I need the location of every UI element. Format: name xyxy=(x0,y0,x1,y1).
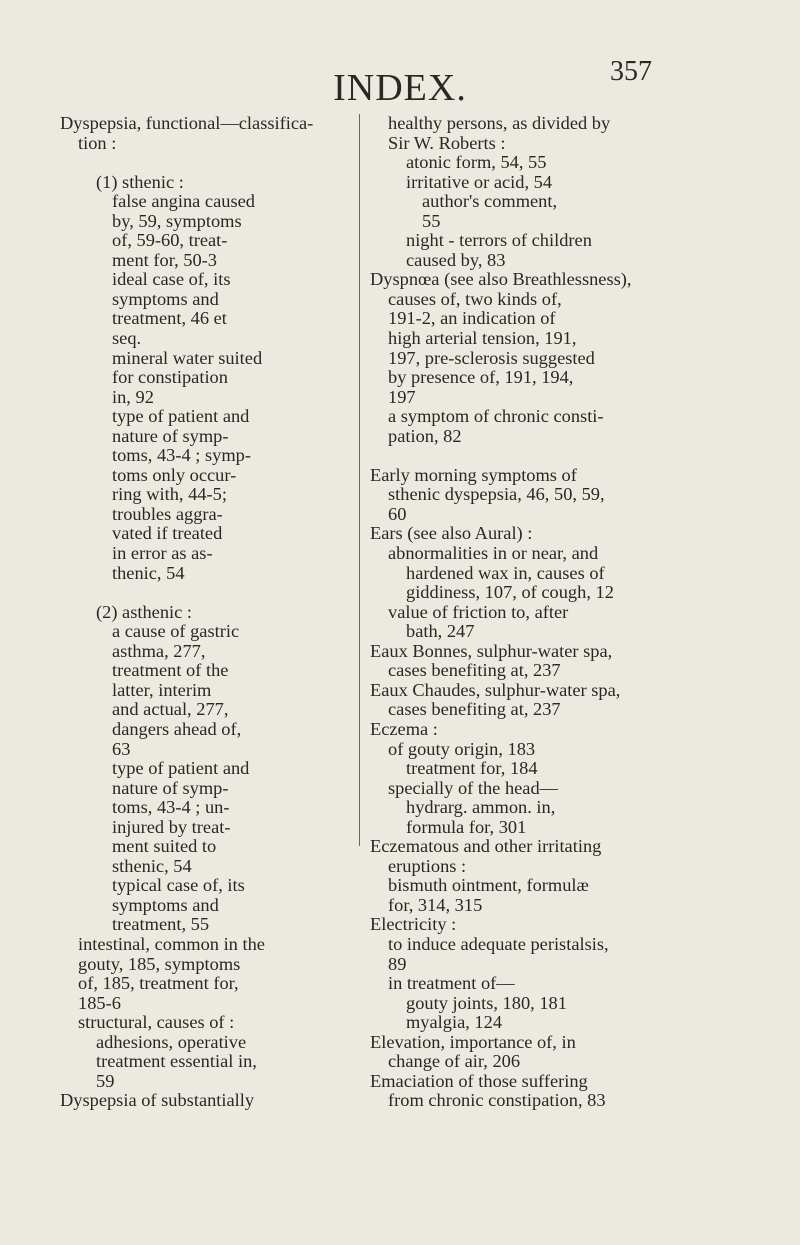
index-subentry-line: myalgia, 124 xyxy=(406,1012,503,1033)
index-subentry-line: by, 59, symptoms xyxy=(112,210,242,231)
page-title: INDEX. xyxy=(333,67,467,109)
index-heading-line: Dyspepsia of substantially xyxy=(60,1090,255,1111)
index-subentry-line: tion : xyxy=(78,132,117,153)
index-subentry-line: toms only occur- xyxy=(112,464,237,485)
index-subentry-line: 197, pre-sclerosis suggested xyxy=(388,347,595,368)
index-heading-line: Eaux Bonnes, sulphur-water spa, xyxy=(370,640,613,661)
index-subentry-line: healthy persons, as divided by xyxy=(388,113,611,133)
index-subentry-line: for constipation xyxy=(112,367,228,388)
index-subentry-line: value of friction to, after xyxy=(388,601,569,622)
index-subentry-line: toms, 43-4 ; symp- xyxy=(112,445,251,466)
index-heading-line: Elevation, importance of, in xyxy=(370,1031,576,1052)
index-subentry-line: troubles aggra- xyxy=(112,503,223,524)
index-subentry-line: (2) asthenic : xyxy=(96,601,193,622)
index-subentry-line: and actual, 277, xyxy=(112,699,229,720)
index-subentry-line: structural, causes of : xyxy=(78,1012,235,1033)
index-subentry-line: gouty joints, 180, 181 xyxy=(406,992,567,1013)
index-subentry-line: treatment, 55 xyxy=(112,914,210,935)
index-subentry-line: latter, interim xyxy=(112,679,212,700)
index-subentry-line: giddiness, 107, of cough, 12 xyxy=(406,582,614,603)
index-subentry-line: ideal case of, its xyxy=(112,269,231,290)
index-subentry-line: nature of symp- xyxy=(112,777,229,798)
index-subentry-line: false angina caused xyxy=(112,191,255,212)
index-subentry-line: ment suited to xyxy=(112,836,217,857)
index-subentry-line: toms, 43-4 ; un- xyxy=(112,797,230,818)
index-subentry-line: cases benefiting at, 237 xyxy=(388,699,561,720)
index-subentry-line: author's comment, xyxy=(422,191,558,212)
index-subentry-line: 185-6 xyxy=(78,992,121,1013)
column-divider xyxy=(359,114,360,846)
page-number: 357 xyxy=(610,56,652,87)
index-subentry-line: (1) sthenic : xyxy=(96,171,184,192)
index-heading-line: Dyspepsia, functional—classifica- xyxy=(60,113,314,133)
index-subentry-line: to induce adequate peristalsis, xyxy=(388,933,609,954)
index-subentry-line: hardened wax in, causes of xyxy=(406,562,605,583)
index-subentry-line: sthenic dyspepsia, 46, 50, 59, xyxy=(388,484,605,505)
index-subentry-line: bath, 247 xyxy=(406,621,475,642)
entry-spacer xyxy=(60,583,350,603)
index-subentry-line: pation, 82 xyxy=(388,425,462,446)
index-subentry-line: causes of, two kinds of, xyxy=(388,288,562,309)
index-subentry-line: intestinal, common in the xyxy=(78,933,265,954)
index-heading-line: Emaciation of those suffering xyxy=(370,1070,588,1091)
index-subentry-line: abnormalities in or near, and xyxy=(388,543,599,564)
index-subentry-line: of, 185, treatment for, xyxy=(78,973,239,994)
index-subentry-line: asthma, 277, xyxy=(112,640,206,661)
index-subentry-line: 60 xyxy=(388,503,407,524)
index-subentry-line: typical case of, its xyxy=(112,875,245,896)
index-subentry-line: symptoms and xyxy=(112,894,219,915)
index-heading-line: Eczematous and other irritating xyxy=(370,836,602,857)
index-subentry-line: seq. xyxy=(112,328,142,349)
index-subentry-line: ment for, 50-3 xyxy=(112,249,217,270)
index-subentry-line: 191-2, an indication of xyxy=(388,308,556,329)
index-subentry-line: formula for, 301 xyxy=(406,816,527,837)
index-subentry-line: nature of symp- xyxy=(112,425,229,446)
index-heading-line: Early morning symptoms of xyxy=(370,464,577,485)
index-subentry-line: adhesions, operative xyxy=(96,1031,247,1052)
index-heading-line: Electricity : xyxy=(370,914,457,935)
index-heading-line: Ears (see also Aural) : xyxy=(370,523,533,544)
entry-spacer xyxy=(370,446,670,466)
index-subentry-line: vated if treated xyxy=(112,523,223,544)
index-subentry-line: injured by treat- xyxy=(112,816,231,837)
index-subentry-line: irritative or acid, 54 xyxy=(406,171,553,192)
index-subentry-line: in treatment of— xyxy=(388,973,515,994)
index-subentry-line: thenic, 54 xyxy=(112,562,185,583)
index-subentry-line: 63 xyxy=(112,738,131,759)
index-subentry-line: treatment essential in, xyxy=(96,1051,257,1072)
index-subentry-line: dangers ahead of, xyxy=(112,718,242,739)
index-subentry-line: night - terrors of children xyxy=(406,230,592,251)
index-subentry-line: 59 xyxy=(96,1070,115,1091)
index-subentry-line: hydrarg. ammon. in, xyxy=(406,797,556,818)
index-subentry-line: 197 xyxy=(388,386,416,407)
index-subentry-line: type of patient and xyxy=(112,406,250,427)
index-subentry-line: bismuth ointment, formulæ xyxy=(388,875,589,896)
index-subentry-line: caused by, 83 xyxy=(406,249,506,270)
index-subentry-line: for, 314, 315 xyxy=(388,894,483,915)
left-column xyxy=(60,114,350,1111)
index-heading-line: Eczema : xyxy=(370,718,438,739)
index-subentry-line: from chronic constipation, 83 xyxy=(388,1090,606,1111)
index-subentry-line: eruptions : xyxy=(388,855,467,876)
index-subentry-line: cases benefiting at, 237 xyxy=(388,660,561,681)
right-column xyxy=(370,114,670,1111)
index-subentry-line: type of patient and xyxy=(112,758,250,779)
index-subentry-line: Sir W. Roberts : xyxy=(388,132,506,153)
index-subentry-line: treatment for, 184 xyxy=(406,758,538,779)
index-subentry-line: treatment, 46 et xyxy=(112,308,227,329)
index-subentry-line: a symptom of chronic consti- xyxy=(388,406,604,427)
index-subentry-line: treatment of the xyxy=(112,660,229,681)
index-subentry-line: gouty, 185, symptoms xyxy=(78,953,241,974)
index-subentry-line: in, 92 xyxy=(112,386,154,407)
index-subentry-line: sthenic, 54 xyxy=(112,855,192,876)
index-subentry-line: 55 xyxy=(422,210,441,231)
index-subentry-line: symptoms and xyxy=(112,288,219,309)
index-subentry-line: change of air, 206 xyxy=(388,1051,521,1072)
index-subentry-line: a cause of gastric xyxy=(112,621,240,642)
index-heading-line: Eaux Chaudes, sulphur-water spa, xyxy=(370,679,621,700)
index-subentry-line: mineral water suited xyxy=(112,347,263,368)
index-subentry-line: of gouty origin, 183 xyxy=(388,738,536,759)
index-subentry-line: specially of the head— xyxy=(388,777,559,798)
index-subentry-line: atonic form, 54, 55 xyxy=(406,152,547,173)
index-subentry-line: 89 xyxy=(388,953,407,974)
index-heading-line: Dyspnœa (see also Breathlessness), xyxy=(370,269,632,290)
index-subentry-line: in error as as- xyxy=(112,543,213,564)
index-subentry-line: by presence of, 191, 194, xyxy=(388,367,574,388)
index-subentry-line: ring with, 44-5; xyxy=(112,484,227,505)
index-subentry-line: of, 59-60, treat- xyxy=(112,230,228,251)
entry-spacer xyxy=(60,153,350,173)
index-subentry-line: high arterial tension, 191, xyxy=(388,328,577,349)
